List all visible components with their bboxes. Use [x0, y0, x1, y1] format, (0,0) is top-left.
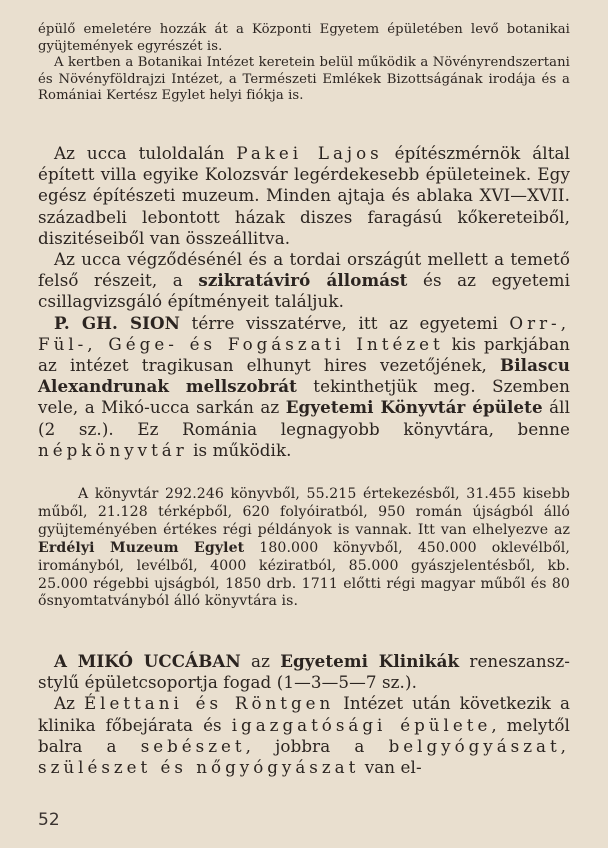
internal-medicine: belgyógyászat, szülészet és nőgyógyászat: [38, 735, 570, 778]
cemetery-text-a: Az ucca végződésénél és a tordai országút mellett a temető felső részeit, a: [38, 249, 570, 291]
paragraph-library-stats: [38, 486, 570, 611]
sion-square-title: P. GH. SION: [54, 312, 181, 333]
bilascu-bust: Bilascu Alexandrunak mellszobrát: [38, 355, 570, 397]
clinics-block: [38, 651, 570, 778]
surgery: sebészet: [140, 735, 246, 756]
paragraph-botanical-garden: A kertben a Botanikai Intézet keretein belül működik a Növényrendszertani és Növényföldrajzi Intézet, a Természeti Emlékek Bizottságának irodája és a Romániai Kertész Egylet helyi fiókja is.: [38, 55, 570, 104]
university-clinics: Egyetemi Klinikák: [280, 651, 460, 671]
library-block: [38, 486, 570, 611]
administration-building: igazgatósági épülete: [231, 714, 492, 735]
paragraph-cemetery: [38, 249, 570, 313]
transylvanian-museum: Erdélyi Muzeum Egylet: [38, 539, 245, 556]
clinic-text-c: , melytől balra a: [38, 714, 570, 756]
public-library: népkönyvtár: [38, 439, 188, 460]
clinic-text-e: van el-: [359, 757, 422, 778]
page-number: 52: [38, 810, 60, 830]
university-library: Egyetemi Könyvtár épülete: [285, 397, 543, 418]
ent-institute: Orr-, Fül-, Gége- és Fogászati Intézet: [38, 312, 570, 354]
paragraph-intro: épülő emeletére hozzák át a Központi Egyetem épületében levő botanikai gyüjtemények egyrészét is.: [38, 22, 570, 54]
sion-text-c: tekinthetjük meg. Szemben vele, a Mikó-ucca sarkán az: [38, 376, 570, 418]
clinic-text-b: Intézet után következik a klinika főbejárata és: [38, 693, 571, 735]
villa-text-b: építészmérnök által épített villa egyike Kolozsvár legérdekesebb épületeinek. Egy egész építészeti muzeum. Minden ajtaja és ablaka XVI—XVII. századbeli lebontott házak diszes faragású kőkereteiből, diszitéseiből van összeállitva.: [38, 143, 570, 248]
cemetery-text-b: és az egyetemi csillagvizsgáló építményeit találjuk.: [38, 270, 571, 312]
paragraph-clinic-buildings: [38, 693, 570, 778]
sion-text-e: is működik.: [187, 439, 292, 460]
sion-text-d: áll (2 sz.). Ez Románia legnagyobb könyvtára, benne: [38, 397, 571, 439]
miko-text-a: az: [240, 651, 281, 671]
library-stats-b: 180.000 könyvből, 450.000 oklevélből, irományból, levélből, 4000 kéziratból, 85.000 gyászjelentésből, kb. 25.000 régebbi ujságból, 1850 drb. 1711 előtti régi magyar műből és 80 ősnyomtatványból álló könyvtára is.: [38, 539, 570, 610]
clinic-text-a: Az: [54, 693, 84, 714]
intro-block: [38, 22, 570, 105]
library-stats-a: A könyvtár 292.246 könyvből, 55.215 értekezésből, 31.455 kisebb műből, 21.128 térképből, 620 folyóiratból, 950 román újságból álló gyüjteményében értékes régi példányok is vannak. Itt van elhelyezve az: [38, 486, 570, 538]
physiology-xray: Élettani és Röntgen: [83, 693, 335, 714]
radio-station: szikratáviró állomást: [198, 270, 408, 291]
paragraph-miko-street: [38, 651, 570, 693]
architect-name: Pakei Lajos: [236, 143, 383, 163]
paragraph-villa: [38, 143, 570, 249]
sion-text-a: térre visszatérve, itt az egyetemi: [180, 312, 510, 333]
sion-text-b: kis parkjában az intézet tragikusan elhunyt hires vezetőjének,: [38, 333, 570, 376]
villa-text-a: Az ucca tuloldalán: [54, 143, 237, 163]
main-block: [38, 143, 570, 461]
paragraph-sion-square: [38, 313, 570, 461]
miko-street-title: A MIKÓ UCCÁBAN: [54, 651, 241, 671]
miko-text-b: reneszansz-stylű épületcsoportja fogad (1—3—5—7 sz.).: [38, 651, 570, 693]
clinic-text-d: , jobbra a: [245, 735, 389, 756]
